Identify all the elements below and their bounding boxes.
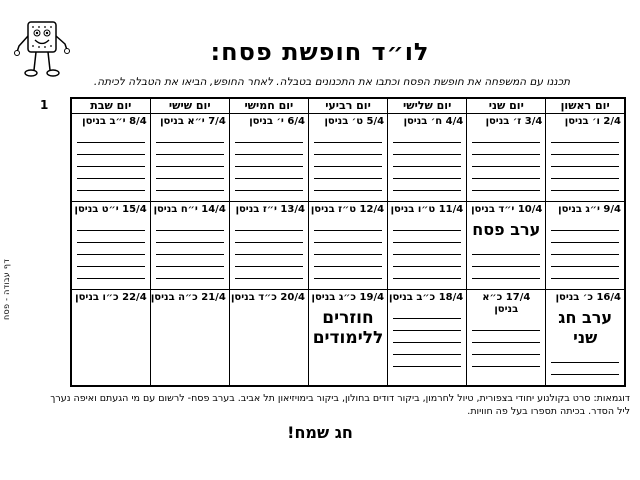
day-cell[interactable] — [71, 289, 150, 386]
day-date: 12/4 ט״ז בניסן — [310, 203, 385, 215]
day-cell[interactable] — [467, 113, 546, 201]
day-cell[interactable] — [388, 113, 467, 201]
day-header-saturday: יום שבת — [71, 98, 150, 113]
day-cell[interactable] — [150, 289, 229, 386]
examples-line-2: ליל הסדר. בכיתה תספרו בעל פה חוויות. — [467, 406, 630, 417]
day-cell[interactable] — [546, 113, 625, 201]
day-header-wednesday: יום רביעי — [308, 98, 387, 113]
day-date: 14/4 י״ח בניסן — [153, 203, 226, 215]
day-date: 13/4 י״ז בניסן — [235, 203, 305, 215]
day-date: 15/4 י״ט בניסן — [74, 203, 147, 215]
day-cell[interactable] — [388, 201, 467, 289]
day-date: 4/4 ח׳ בניסן — [403, 115, 464, 127]
day-date: 17/4 כ״א בניסן — [482, 291, 531, 315]
day-date: 9/4 י״ג בניסן — [558, 203, 621, 215]
day-cell[interactable] — [467, 201, 546, 289]
examples-line-1: דוגמאות: סרט בקולנוע יחודי בצפורית, טיול לחרמון, ביקור דודים בחולון, ביקור בימויזיאון תל אביב. בערב פסח- לרשום עם מי הגעתם ואיפה נערך — [50, 393, 630, 404]
day-note-erev-chag-sheni: ערב חג שני — [558, 307, 613, 347]
day-header-tuesday: יום שלישי — [388, 98, 467, 113]
day-note-erev-pesach: ערב פסח — [472, 219, 541, 239]
day-date: 5/4 ט׳ בניסן — [324, 115, 385, 127]
day-cell[interactable] — [71, 201, 150, 289]
day-date: 19/4 כ״ג בניסן — [311, 291, 385, 303]
day-header-thursday: יום חמישי — [229, 98, 308, 113]
day-header-friday: יום שישי — [150, 98, 229, 113]
week-number: 1 — [40, 98, 49, 112]
day-date: 10/4 י״ד בניסן — [471, 203, 543, 215]
day-cell[interactable] — [229, 113, 308, 201]
closing-greeting: חג שמח! — [287, 423, 353, 442]
day-header-sunday: יום ראשון — [546, 98, 625, 113]
day-date: 7/4 י״א בניסן — [160, 115, 226, 127]
day-cell[interactable] — [308, 113, 387, 201]
day-date: 21/4 כ״ה בניסן — [150, 291, 226, 303]
day-date: 11/4 ט״ו בניסן — [390, 203, 464, 215]
day-cell[interactable] — [308, 289, 387, 386]
day-date: 22/4 כ״ו בניסן — [75, 291, 147, 303]
day-cell[interactable] — [150, 201, 229, 289]
day-cell[interactable] — [229, 201, 308, 289]
day-date: 2/4 ו׳ בניסן — [564, 115, 621, 127]
day-header-monday: יום שני — [467, 98, 546, 113]
calendar-week-row-2 — [71, 201, 625, 289]
vacation-calendar-table — [70, 97, 626, 387]
day-cell[interactable] — [467, 289, 546, 386]
day-date: 18/4 כ״ב בניסן — [389, 291, 464, 303]
calendar-week-row-3 — [71, 289, 625, 386]
side-vertical-text: דף עבודה - פסח — [2, 258, 11, 320]
page-title: לו״ד חופשת פסח: — [210, 38, 430, 66]
calendar-week-row-1 — [71, 113, 625, 201]
day-date: 3/4 ז׳ בניסן — [485, 115, 543, 127]
day-cell[interactable] — [71, 113, 150, 201]
day-cell[interactable] — [150, 113, 229, 201]
day-cell[interactable] — [546, 201, 625, 289]
calendar-header-row — [71, 98, 625, 113]
day-cell[interactable] — [546, 289, 625, 386]
day-date: 6/4 י׳ בניסן — [249, 115, 305, 127]
examples-text — [8, 392, 630, 418]
day-cell[interactable] — [229, 289, 308, 386]
instructions-text: תכננו עם המשפחה את חופשת הפסח וכתבו את התכנונים בטבלה. לאחר החופש, הביאו את הטבלה לכיתה. — [93, 76, 571, 88]
day-date: 8/4 י״ב בניסן — [82, 115, 147, 127]
day-cell[interactable] — [308, 201, 387, 289]
day-cell[interactable] — [388, 289, 467, 386]
day-note-back-to-school: חוזרים ללימודים — [312, 307, 384, 348]
day-date: 20/4 כ״ד בניסן — [230, 291, 305, 303]
day-date: 16/4 כ׳ בניסן — [555, 291, 621, 303]
